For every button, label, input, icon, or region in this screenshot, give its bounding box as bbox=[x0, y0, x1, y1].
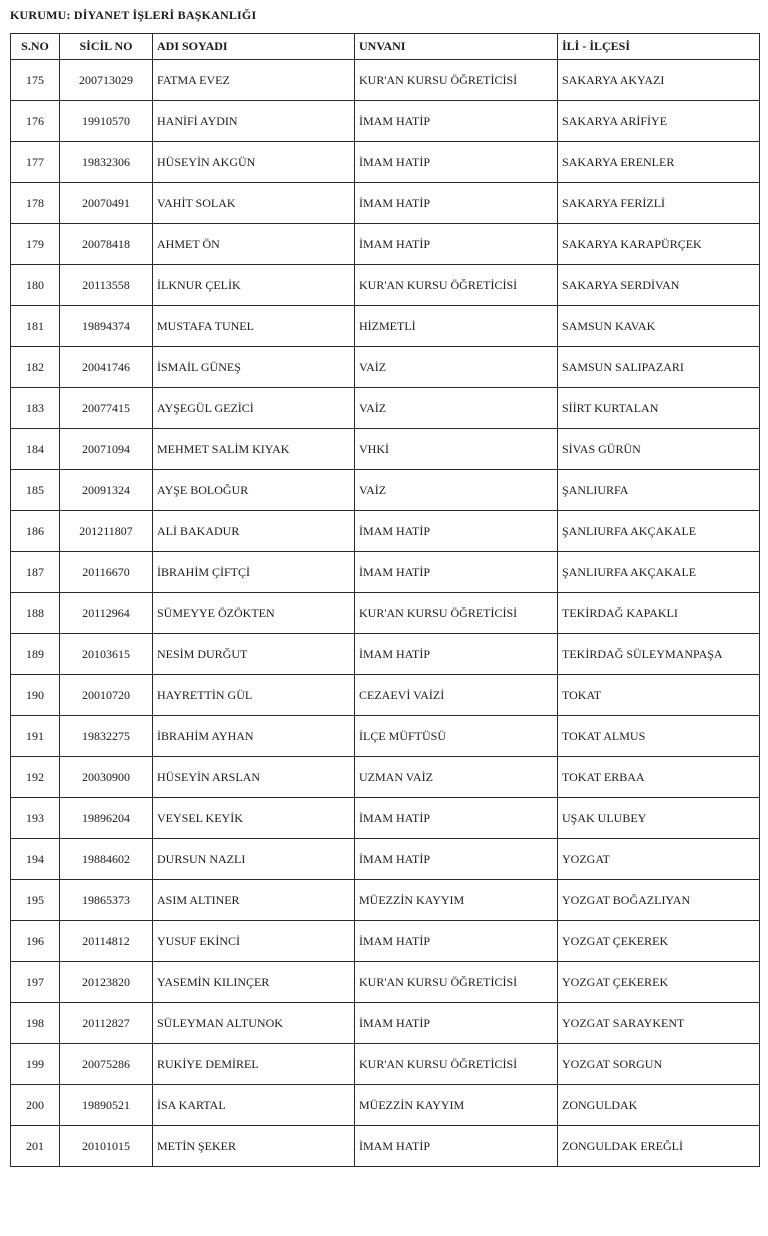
cell-il: TOKAT bbox=[558, 675, 760, 716]
cell-sno: 175 bbox=[11, 60, 60, 101]
cell-name: MEHMET SALİM KIYAK bbox=[153, 429, 355, 470]
cell-il: TEKİRDAĞ SÜLEYMANPAŞA bbox=[558, 634, 760, 675]
cell-il: TOKAT ERBAA bbox=[558, 757, 760, 798]
cell-sno: 182 bbox=[11, 347, 60, 388]
cell-name: İSMAİL GÜNEŞ bbox=[153, 347, 355, 388]
cell-il: SAKARYA ARİFİYE bbox=[558, 101, 760, 142]
cell-il: YOZGAT bbox=[558, 839, 760, 880]
cell-unvan: CEZAEVİ VAİZİ bbox=[355, 675, 558, 716]
column-header-sicil: SİCİL NO bbox=[60, 34, 153, 60]
cell-il: YOZGAT BOĞAZLIYAN bbox=[558, 880, 760, 921]
cell-il: ZONGULDAK EREĞLİ bbox=[558, 1126, 760, 1167]
cell-unvan: VHKİ bbox=[355, 429, 558, 470]
table-row bbox=[11, 1126, 760, 1167]
cell-sno: 186 bbox=[11, 511, 60, 552]
cell-unvan: İMAM HATİP bbox=[355, 798, 558, 839]
column-header-sno: S.NO bbox=[11, 34, 60, 60]
table-row bbox=[11, 183, 760, 224]
cell-sno: 181 bbox=[11, 306, 60, 347]
cell-il: SAKARYA KARAPÜRÇEK bbox=[558, 224, 760, 265]
cell-unvan: İMAM HATİP bbox=[355, 1126, 558, 1167]
cell-unvan: UZMAN VAİZ bbox=[355, 757, 558, 798]
table-row bbox=[11, 224, 760, 265]
cell-sicil: 20113558 bbox=[60, 265, 153, 306]
cell-sicil: 20116670 bbox=[60, 552, 153, 593]
cell-unvan: İMAM HATİP bbox=[355, 511, 558, 552]
cell-sicil: 20101015 bbox=[60, 1126, 153, 1167]
table-row bbox=[11, 962, 760, 1003]
cell-il: SAKARYA AKYAZI bbox=[558, 60, 760, 101]
cell-name: NESİM DURĞUT bbox=[153, 634, 355, 675]
cell-sno: 201 bbox=[11, 1126, 60, 1167]
cell-unvan: KUR'AN KURSU ÖĞRETİCİSİ bbox=[355, 60, 558, 101]
cell-name: VAHİT SOLAK bbox=[153, 183, 355, 224]
cell-sicil: 20103615 bbox=[60, 634, 153, 675]
cell-sicil: 20091324 bbox=[60, 470, 153, 511]
cell-sicil: 201211807 bbox=[60, 511, 153, 552]
table-row bbox=[11, 429, 760, 470]
table-row bbox=[11, 1044, 760, 1085]
table-row bbox=[11, 306, 760, 347]
cell-name: AHMET ÖN bbox=[153, 224, 355, 265]
table-row bbox=[11, 798, 760, 839]
cell-unvan: İMAM HATİP bbox=[355, 634, 558, 675]
table-row bbox=[11, 757, 760, 798]
cell-sicil: 20071094 bbox=[60, 429, 153, 470]
cell-unvan: İMAM HATİP bbox=[355, 142, 558, 183]
cell-sicil: 19865373 bbox=[60, 880, 153, 921]
column-header-name: ADI SOYADI bbox=[153, 34, 355, 60]
cell-sno: 185 bbox=[11, 470, 60, 511]
cell-sno: 193 bbox=[11, 798, 60, 839]
table-header-row bbox=[11, 34, 760, 60]
cell-name: DURSUN NAZLI bbox=[153, 839, 355, 880]
cell-sno: 188 bbox=[11, 593, 60, 634]
cell-sno: 197 bbox=[11, 962, 60, 1003]
cell-sicil: 19884602 bbox=[60, 839, 153, 880]
cell-il: TEKİRDAĞ KAPAKLI bbox=[558, 593, 760, 634]
cell-name: AYŞE BOLOĞUR bbox=[153, 470, 355, 511]
cell-unvan: İMAM HATİP bbox=[355, 101, 558, 142]
table-row bbox=[11, 142, 760, 183]
cell-sicil: 19832306 bbox=[60, 142, 153, 183]
cell-unvan: İMAM HATİP bbox=[355, 839, 558, 880]
cell-unvan: İMAM HATİP bbox=[355, 552, 558, 593]
cell-sicil: 20070491 bbox=[60, 183, 153, 224]
cell-sno: 191 bbox=[11, 716, 60, 757]
cell-il: TOKAT ALMUS bbox=[558, 716, 760, 757]
cell-name: İBRAHİM ÇİFTÇİ bbox=[153, 552, 355, 593]
cell-sno: 189 bbox=[11, 634, 60, 675]
cell-sno: 187 bbox=[11, 552, 60, 593]
cell-sicil: 20077415 bbox=[60, 388, 153, 429]
cell-sicil: 20030900 bbox=[60, 757, 153, 798]
cell-name: SÜLEYMAN ALTUNOK bbox=[153, 1003, 355, 1044]
cell-il: YOZGAT SARAYKENT bbox=[558, 1003, 760, 1044]
cell-name: İLKNUR ÇELİK bbox=[153, 265, 355, 306]
cell-name: VEYSEL KEYİK bbox=[153, 798, 355, 839]
cell-sicil: 20112827 bbox=[60, 1003, 153, 1044]
cell-il: UŞAK ULUBEY bbox=[558, 798, 760, 839]
cell-name: HANİFİ AYDIN bbox=[153, 101, 355, 142]
cell-sicil: 19832275 bbox=[60, 716, 153, 757]
table-row bbox=[11, 552, 760, 593]
cell-il: YOZGAT ÇEKEREK bbox=[558, 962, 760, 1003]
cell-sno: 199 bbox=[11, 1044, 60, 1085]
cell-sno: 179 bbox=[11, 224, 60, 265]
cell-name: HÜSEYİN ARSLAN bbox=[153, 757, 355, 798]
cell-sicil: 20010720 bbox=[60, 675, 153, 716]
cell-unvan: VAİZ bbox=[355, 388, 558, 429]
cell-name: ASIM ALTINER bbox=[153, 880, 355, 921]
cell-unvan: İMAM HATİP bbox=[355, 224, 558, 265]
cell-il: ŞANLIURFA AKÇAKALE bbox=[558, 552, 760, 593]
table-row bbox=[11, 716, 760, 757]
cell-unvan: VAİZ bbox=[355, 347, 558, 388]
table-row bbox=[11, 347, 760, 388]
cell-sicil: 20114812 bbox=[60, 921, 153, 962]
cell-sno: 198 bbox=[11, 1003, 60, 1044]
cell-sicil: 20123820 bbox=[60, 962, 153, 1003]
table-row bbox=[11, 265, 760, 306]
cell-sno: 178 bbox=[11, 183, 60, 224]
table-row bbox=[11, 470, 760, 511]
cell-sicil: 19890521 bbox=[60, 1085, 153, 1126]
cell-sicil: 200713029 bbox=[60, 60, 153, 101]
cell-il: ŞANLIURFA bbox=[558, 470, 760, 511]
cell-name: İBRAHİM AYHAN bbox=[153, 716, 355, 757]
cell-unvan: KUR'AN KURSU ÖĞRETİCİSİ bbox=[355, 265, 558, 306]
cell-il: SAKARYA FERİZLİ bbox=[558, 183, 760, 224]
cell-sicil: 20112964 bbox=[60, 593, 153, 634]
cell-name: YASEMİN KILINÇER bbox=[153, 962, 355, 1003]
table-row bbox=[11, 880, 760, 921]
cell-sno: 177 bbox=[11, 142, 60, 183]
cell-name: MUSTAFA TUNEL bbox=[153, 306, 355, 347]
cell-name: FATMA EVEZ bbox=[153, 60, 355, 101]
page-title: KURUMU: DİYANET İŞLERİ BAŞKANLIĞI bbox=[10, 8, 257, 22]
cell-il: SİVAS GÜRÜN bbox=[558, 429, 760, 470]
cell-sno: 183 bbox=[11, 388, 60, 429]
cell-il: SAMSUN KAVAK bbox=[558, 306, 760, 347]
cell-sno: 195 bbox=[11, 880, 60, 921]
cell-name: HÜSEYİN AKGÜN bbox=[153, 142, 355, 183]
cell-sno: 200 bbox=[11, 1085, 60, 1126]
cell-il: SİİRT KURTALAN bbox=[558, 388, 760, 429]
cell-unvan: İMAM HATİP bbox=[355, 183, 558, 224]
cell-sno: 176 bbox=[11, 101, 60, 142]
table-row bbox=[11, 60, 760, 101]
table-row bbox=[11, 921, 760, 962]
cell-sno: 180 bbox=[11, 265, 60, 306]
cell-sno: 194 bbox=[11, 839, 60, 880]
table-row bbox=[11, 101, 760, 142]
cell-unvan: İLÇE MÜFTÜSÜ bbox=[355, 716, 558, 757]
table-body bbox=[11, 60, 760, 1167]
cell-sicil: 20078418 bbox=[60, 224, 153, 265]
cell-name: METİN ŞEKER bbox=[153, 1126, 355, 1167]
cell-unvan: MÜEZZİN KAYYIM bbox=[355, 880, 558, 921]
column-header-unvan: UNVANI bbox=[355, 34, 558, 60]
cell-unvan: KUR'AN KURSU ÖĞRETİCİSİ bbox=[355, 1044, 558, 1085]
cell-il: YOZGAT ÇEKEREK bbox=[558, 921, 760, 962]
cell-unvan: İMAM HATİP bbox=[355, 921, 558, 962]
cell-unvan: VAİZ bbox=[355, 470, 558, 511]
cell-unvan: KUR'AN KURSU ÖĞRETİCİSİ bbox=[355, 593, 558, 634]
table-row bbox=[11, 593, 760, 634]
cell-il: SAMSUN SALIPAZARI bbox=[558, 347, 760, 388]
cell-sno: 196 bbox=[11, 921, 60, 962]
table-row bbox=[11, 675, 760, 716]
cell-sno: 184 bbox=[11, 429, 60, 470]
staff-table bbox=[10, 33, 760, 1167]
cell-sicil: 19894374 bbox=[60, 306, 153, 347]
cell-name: ALİ BAKADUR bbox=[153, 511, 355, 552]
cell-unvan: KUR'AN KURSU ÖĞRETİCİSİ bbox=[355, 962, 558, 1003]
cell-il: ŞANLIURFA AKÇAKALE bbox=[558, 511, 760, 552]
cell-il: SAKARYA SERDİVAN bbox=[558, 265, 760, 306]
cell-unvan: MÜEZZİN KAYYIM bbox=[355, 1085, 558, 1126]
cell-name: RUKİYE DEMİREL bbox=[153, 1044, 355, 1085]
cell-name: İSA KARTAL bbox=[153, 1085, 355, 1126]
cell-sno: 190 bbox=[11, 675, 60, 716]
cell-name: SÜMEYYE ÖZÖKTEN bbox=[153, 593, 355, 634]
cell-name: AYŞEGÜL GEZİCİ bbox=[153, 388, 355, 429]
cell-il: ZONGULDAK bbox=[558, 1085, 760, 1126]
table-row bbox=[11, 1003, 760, 1044]
cell-sicil: 20041746 bbox=[60, 347, 153, 388]
column-header-il: İLİ - İLÇESİ bbox=[558, 34, 760, 60]
cell-name: HAYRETTİN GÜL bbox=[153, 675, 355, 716]
cell-sicil: 20075286 bbox=[60, 1044, 153, 1085]
cell-unvan: İMAM HATİP bbox=[355, 1003, 558, 1044]
table-row bbox=[11, 839, 760, 880]
table-row bbox=[11, 634, 760, 675]
cell-sno: 192 bbox=[11, 757, 60, 798]
table-row bbox=[11, 388, 760, 429]
table-row bbox=[11, 1085, 760, 1126]
table-row bbox=[11, 511, 760, 552]
cell-il: SAKARYA ERENLER bbox=[558, 142, 760, 183]
cell-sicil: 19896204 bbox=[60, 798, 153, 839]
cell-unvan: HİZMETLİ bbox=[355, 306, 558, 347]
cell-name: YUSUF EKİNCİ bbox=[153, 921, 355, 962]
cell-sicil: 19910570 bbox=[60, 101, 153, 142]
cell-il: YOZGAT SORGUN bbox=[558, 1044, 760, 1085]
